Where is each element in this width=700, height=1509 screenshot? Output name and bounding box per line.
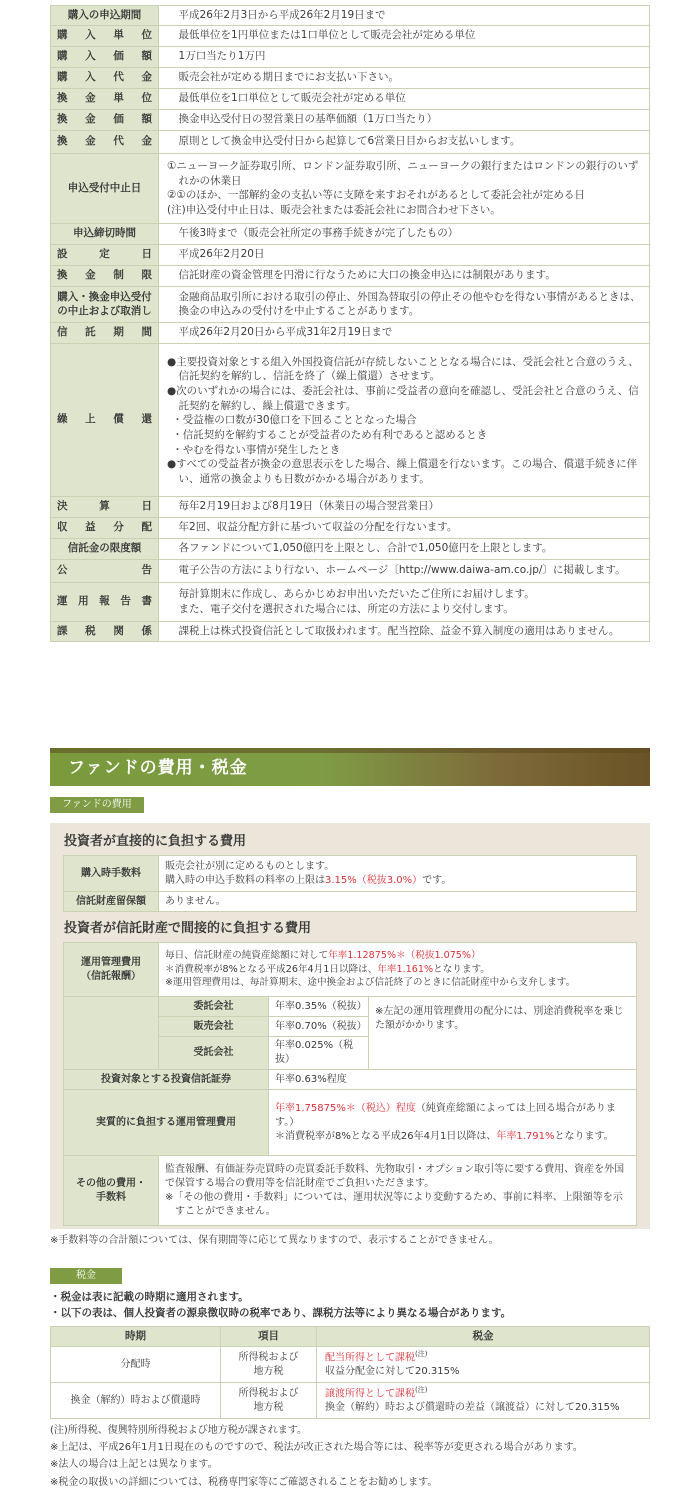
- info-row: [51, 496, 650, 517]
- info-row-line: 平成26年2月20日: [178, 248, 265, 261]
- other-fee-value: 監査報酬、有価証券売買時の売買委託手数料、先物取引・オプション取引等に要する費用、資産を外国で保管する場合の費用等を信託財産でご負担いただきます。 ※「その他の費用・手数料」については、運用状況等により変動するため、事前に料率、上限額等を示すことができません。: [159, 1156, 637, 1226]
- info-row-line: 毎年2月19日および8月19日（休業日の場合翌営業日）: [178, 500, 440, 513]
- info-row: [51, 130, 650, 153]
- tax-notes: [50, 1422, 583, 1491]
- info-row-line: ●次のいずれかの場合には、委託会社は、事前に受益者の意向を確認し、受託会社と合意のうえ、信託契約を解約し、繰上償還できます。: [167, 384, 639, 412]
- purchase-fee-value: 販売会社が別に定めるものとします。 購入時の申込手数料の料率の上限は3.15%（税抜3.0%）です。: [159, 856, 637, 892]
- info-row-value: [159, 517, 650, 538]
- info-row-value: [159, 621, 650, 641]
- info-row-line: ②①のほか、一部解約金の支払い等に支障を来すおそれがあるとして委託会社が定める日: [167, 189, 585, 202]
- effective-fee-label: 実質的に負担する運用管理費用: [64, 1090, 269, 1156]
- info-row: [51, 88, 650, 109]
- tax-note-2: ※法人の場合は上記とは異なります。: [50, 1459, 218, 1471]
- info-row-label: 運 用 報 告 書: [51, 582, 159, 621]
- direct-cost-table: [63, 855, 637, 912]
- info-row-value: [159, 25, 650, 46]
- info-row-value: [159, 265, 650, 286]
- info-row-value: [159, 153, 650, 223]
- breakdown-label-1: 販売会社: [159, 1017, 269, 1037]
- info-row-label: 換 金 単 位: [51, 88, 159, 109]
- info-row-value: [159, 6, 650, 26]
- tax-item-0: 所得税および 地方税: [221, 1347, 317, 1383]
- tax-value-1: 譲渡所得として課税$^{(注)}$ 換金（解約）時および償還時の差益（譲渡益）に対して20.315%: [317, 1383, 650, 1419]
- info-row-line: 換金申込受付日の翌営業日の基準価額（1万口当たり）: [178, 113, 438, 126]
- breakdown-label-0: 委託会社: [159, 997, 269, 1017]
- info-row: [51, 265, 650, 286]
- info-row-value: [159, 496, 650, 517]
- info-row-line: また、電子交付を選択された場合には、所定の方法により交付します。: [178, 602, 514, 615]
- reserve-fee-label: 信託財産留保額: [64, 892, 159, 912]
- info-row-value: [159, 343, 650, 496]
- info-row: [51, 559, 650, 582]
- info-row: [51, 67, 650, 88]
- info-row-line: 毎計算期末に作成し、あらかじめお申出いただいたご住所にお届けします。: [178, 588, 535, 600]
- info-row-line: ・受益権の口数が30億口を下回ることとなった場合: [172, 414, 417, 427]
- info-row-label: 購 入 代 金: [51, 67, 159, 88]
- tax-bullet-2: ・以下の表は、個人投資者の源泉徴収時の税率であり、課税方法等により異なる場合があります。: [50, 1307, 512, 1319]
- info-row: [51, 109, 650, 130]
- info-row-line: 最低単位を1口単位として販売会社が定める単位: [178, 92, 406, 105]
- reserve-fee-value: ありません。: [159, 892, 637, 912]
- info-row: [51, 517, 650, 538]
- tax-bullet-1: ・税金は表に記載の時期に適用されます。: [50, 1291, 249, 1303]
- mgmt-fee-value: 毎日、信託財産の純資産総額に対して年率1.12875%＊（税抜1.075%） ＊消費税率が8%となる平成26年4月1日以降は、年率1.161%となります。 ※運用管理費用は、毎計算期末、途中換金および信託終了のときに信託財産中から支弁します。: [159, 943, 637, 997]
- info-row: [51, 286, 650, 322]
- info-row: [51, 582, 650, 621]
- info-row-value: [159, 130, 650, 153]
- info-row: [51, 621, 650, 641]
- info-row-value: [159, 559, 650, 582]
- breakdown-value-1: 年率0.70%（税抜）: [269, 1017, 369, 1037]
- info-row-line: 原則として換金申込受付日から起算して6営業日目からお支払いします。: [178, 135, 521, 148]
- info-row-label: 換 金 代 金: [51, 130, 159, 153]
- tax-table: [50, 1326, 650, 1419]
- other-fee-label: その他の費用・ 手数料: [64, 1156, 159, 1226]
- info-row: [51, 153, 650, 223]
- info-row: [51, 538, 650, 559]
- info-row-line: 年2回、収益分配方針に基づいて収益の分配を行ないます。: [178, 521, 458, 534]
- info-row-value: [159, 46, 650, 67]
- info-row-label: 繰 上 償 還: [51, 343, 159, 496]
- tax-period-0: 分配時: [51, 1347, 221, 1383]
- fee-footnote: ※手数料等の合計額については、保有期間等に応じて異なりますので、表示することができません。: [50, 1235, 499, 1246]
- info-row-value: [159, 223, 650, 244]
- info-row-label: 購入の申込期間: [51, 6, 159, 26]
- mgmt-fee-label: 運用管理費用 （信託報酬）: [64, 943, 159, 997]
- info-row: [51, 46, 650, 67]
- info-row-label: 購 入 価 額: [51, 46, 159, 67]
- info-row-label: 申込受付中止日: [51, 153, 159, 223]
- info-row-label: 収 益 分 配: [51, 517, 159, 538]
- info-row-label: 公 告: [51, 559, 159, 582]
- info-row-value: [159, 582, 650, 621]
- tax-header-item: 項目: [221, 1327, 317, 1347]
- info-row-label: 信託金の限度額: [51, 538, 159, 559]
- breakdown-label-2: 受託会社: [159, 1037, 269, 1070]
- info-row-line: ●すべての受益者が換金の意思表示をした場合、繰上償還を行ないます。この場合、償還手続きに伴い、通常の換金よりも日数がかかる場合があります。: [167, 458, 638, 486]
- info-row-label: 換 金 制 限: [51, 265, 159, 286]
- info-row-line: 信託財産の資金管理を円滑に行なうために大口の換金申込には制限があります。: [178, 269, 556, 282]
- info-row-value: [159, 88, 650, 109]
- tax-note-0: (注)所得税、復興特別所得税および地方税が課されます。: [50, 1425, 308, 1436]
- info-row: [51, 322, 650, 343]
- info-row-line: 平成26年2月3日から平成26年2月19日まで: [178, 9, 386, 21]
- info-row: [51, 244, 650, 265]
- info-row-label: 信 託 期 間: [51, 322, 159, 343]
- info-row: [51, 343, 650, 496]
- indirect-cost-heading: 投資者が信託財産で間接的に負担する費用: [64, 921, 312, 936]
- section-banner: [50, 748, 650, 786]
- info-row-value: [159, 538, 650, 559]
- info-row-line: ・やむを得ない事情が発生したとき: [172, 443, 341, 456]
- tax-value-0: 配当所得として課税$^{(注)}$ 収益分配金に対して20.315%: [317, 1347, 650, 1383]
- section-title: ファンドの費用・税金: [68, 758, 248, 778]
- info-row: [51, 6, 650, 26]
- tax-note-1: ※上記は、平成26年1月1日現在のものですので、税法が改正された場合等には、税率等が変更される場合があります。: [50, 1442, 583, 1454]
- info-row-line: (注)申込受付中止日は、販売会社または委託会社にお問合わせ下さい。: [167, 203, 501, 216]
- target-fund-label: 投資対象とする投資信託証券: [64, 1070, 269, 1090]
- target-fund-value: 年率0.63%程度: [269, 1070, 637, 1090]
- info-row-value: [159, 109, 650, 130]
- breakdown-value-0: 年率0.35%（税抜）: [269, 997, 369, 1017]
- info-row-line: ●主要投資対象とする組入外国投資信託が存続しないこととなる場合には、受託会社と合意のうえ、信託契約を解約し、信託を終了（繰上償還）させます。: [167, 355, 639, 383]
- info-row-line: ・信託契約を解約することが受益者のため有利であると認めるとき: [172, 429, 488, 442]
- effective-fee-value: 年率1.75875%＊（税込）程度（純資産総額によっては上回る場合があります。） ＊消費税率が8%となる平成26年4月1日以降は、年率1.791%となります。: [269, 1090, 637, 1156]
- fund-cost-tag: ファンドの費用: [50, 797, 144, 813]
- info-row-line: ①ニューヨーク証券取引所、ロンドン証券取引所、ニューヨークの銀行またはロンドンの銀行のいずれかの休業日: [167, 159, 639, 187]
- info-row-line: 各ファンドについて1,050億円を上限とし、合計で1,050億円を上限とします。: [178, 542, 553, 555]
- info-row-label: 購入・換金申込受付の中止および取消し: [51, 286, 159, 322]
- purchase-fee-label: 購入時手数料: [64, 856, 159, 892]
- info-row-line: 金融商品取引所における取引の停止、外国為替取引の停止その他やむを得ない事情があるときは、換金の申込みの受付けを中止することがあります。: [178, 290, 641, 318]
- info-row-label: 課 税 関 係: [51, 621, 159, 641]
- info-row-label: 購 入 単 位: [51, 25, 159, 46]
- tax-note-3: ※税金の取扱いの詳細については、税務専門家等にご確認されることをお勧めします。: [50, 1476, 438, 1488]
- tax-period-1: 換金（解約）時および償還時: [51, 1383, 221, 1419]
- tax-tag: 税金: [50, 1268, 122, 1284]
- info-row: [51, 223, 650, 244]
- info-row-line: 午後3時まで（販売会社所定の事務手続きが完了したもの）: [178, 227, 459, 240]
- info-row-line: 電子公告の方法により行ない、ホームページ〔http://www.daiwa-am.co.jp/〕に掲載します。: [178, 564, 626, 577]
- info-row-value: [159, 67, 650, 88]
- info-row-label: 換 金 価 額: [51, 109, 159, 130]
- breakdown-note: ※左記の運用管理費用の配分には、別途消費税率を乗じた額がかかります。: [369, 997, 637, 1070]
- info-row-label: 設 定 日: [51, 244, 159, 265]
- indirect-cost-table: [63, 942, 637, 1226]
- info-row: [51, 25, 650, 46]
- info-row-value: [159, 322, 650, 343]
- direct-cost-heading: 投資者が直接的に負担する費用: [64, 834, 247, 849]
- info-row-line: 1万口当たり1万円: [178, 50, 266, 63]
- tax-item-1: 所得税および 地方税: [221, 1383, 317, 1419]
- info-row-line: 平成26年2月20日から平成31年2月19日まで: [178, 326, 393, 339]
- info-row-line: 販売会社が定める期日までにお支払い下さい。: [178, 71, 400, 84]
- tax-header-tax: 税金: [317, 1327, 650, 1347]
- fund-cost-panel: [50, 823, 650, 1229]
- info-row-label: 決 算 日: [51, 496, 159, 517]
- info-row-line: 課税上は株式投資信託として取扱われます。配当控除、益金不算入制度の適用はありません。: [178, 624, 620, 637]
- info-row-line: 最低単位を1円単位または1口単位として販売会社が定める単位: [178, 29, 476, 42]
- info-row-value: [159, 244, 650, 265]
- info-row-value: [159, 286, 650, 322]
- fund-info-table: [50, 5, 650, 642]
- tax-header-period: 時期: [51, 1327, 221, 1347]
- info-row-label: 申込締切時間: [51, 223, 159, 244]
- breakdown-value-2: 年率0.025%（税抜）: [269, 1037, 369, 1070]
